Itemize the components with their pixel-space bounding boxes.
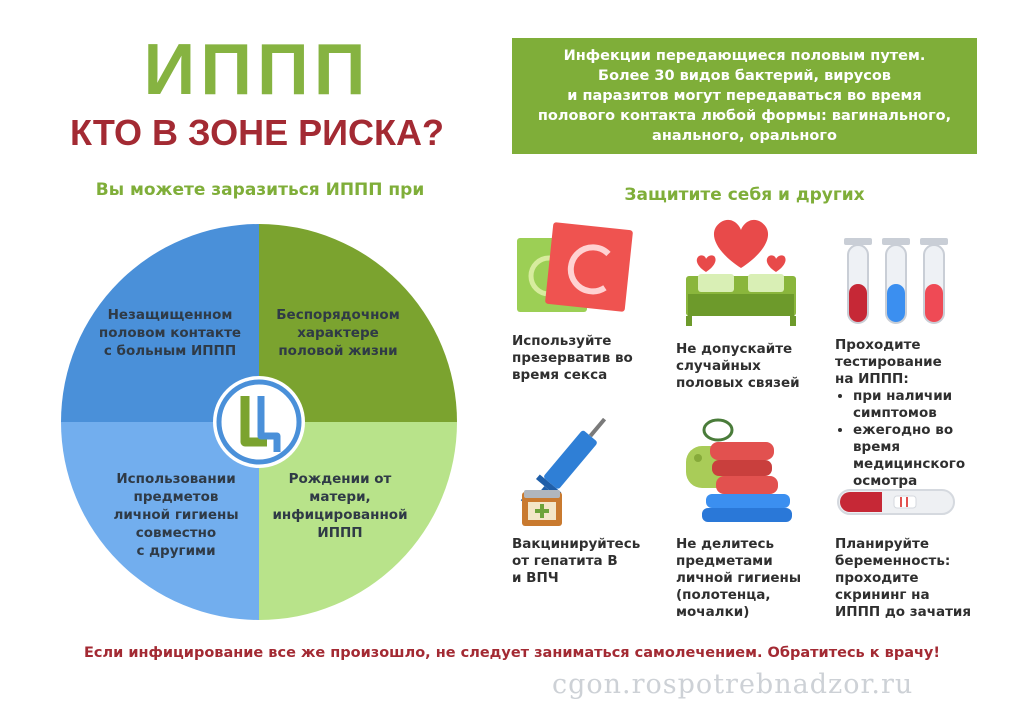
- card-line: Планируйте: [835, 536, 929, 552]
- card-line: проходите: [835, 570, 919, 586]
- pregnancy-test-icon: [836, 486, 956, 518]
- info-line: Более 30 видов бактерий, вирусов: [598, 68, 891, 84]
- card-line: личной гигиены: [676, 570, 802, 586]
- card-line: мочалки): [676, 604, 750, 620]
- card-hygiene-text: [676, 536, 801, 621]
- info-line: Инфекции передающиеся половым путем.: [563, 48, 926, 64]
- info-line: анального, орального: [652, 128, 837, 144]
- card-line: беременность:: [835, 553, 951, 569]
- pie-label-line: инфицированной: [272, 507, 408, 523]
- card-pregnancy-text: [835, 536, 971, 621]
- pie-label-line: совместно: [135, 525, 217, 541]
- pie-label-hygiene: [98, 470, 254, 560]
- sub-title: КТО В ЗОНЕ РИСКА?: [70, 112, 444, 153]
- card-line: случайных: [676, 358, 761, 374]
- pie-label-line: матери,: [309, 489, 371, 505]
- card-line: Проходите: [835, 337, 921, 353]
- card-line: и ВПЧ: [512, 570, 559, 586]
- pie-label-line: характере: [297, 325, 379, 341]
- card-line: Не делитесь: [676, 536, 775, 552]
- pie-label-line: половой жизни: [278, 343, 398, 359]
- card-line: время секса: [512, 367, 608, 383]
- bed-hearts-icon: [676, 212, 806, 330]
- pie-label-line: половом контакте: [98, 325, 242, 341]
- card-line: (полотенца,: [676, 587, 771, 603]
- towels-icon: [676, 416, 804, 524]
- condom-icon: [515, 222, 635, 322]
- card-line: ИППП до зачатия: [835, 604, 972, 620]
- pie-label-line: Беспорядочном: [276, 307, 400, 323]
- card-vaccine-text: [512, 536, 640, 587]
- card-line: тестирование: [835, 354, 942, 370]
- test-tubes-icon: [840, 236, 952, 328]
- risk-pie: [61, 224, 457, 620]
- pie-label-line: с другими: [136, 543, 216, 559]
- info-box: [512, 38, 977, 154]
- watermark: cgon.rospotrebnadzor.ru: [552, 669, 914, 700]
- pie-label-line: с больным ИППП: [103, 343, 237, 359]
- card-line: Используйте: [512, 333, 612, 349]
- pie-label-line: личной гигиены: [113, 507, 239, 523]
- card-line: от гепатита В: [512, 553, 618, 569]
- bullet-item: • при наличии симптомов: [853, 388, 995, 422]
- pie-label-line: Незащищенном: [107, 307, 233, 323]
- main-title: ИППП: [143, 30, 371, 110]
- pie-label-unprotected: [92, 306, 248, 360]
- card-line: презерватив во: [512, 350, 633, 366]
- pie-label-line: Рождении от: [288, 471, 392, 487]
- card-line: на ИППП:: [835, 371, 909, 387]
- center-logo-icon: [213, 376, 305, 468]
- pie-label-line: Использовании: [116, 471, 236, 487]
- pie-label-promiscuous: [260, 306, 416, 360]
- right-heading: Защитите себя и других: [624, 185, 865, 205]
- pie-label-line: ИППП: [317, 525, 363, 541]
- footer-warning: Если инфицирование все же произошло, не следует заниматься самолечением. Обратитесь к врачу!: [83, 645, 941, 661]
- pie-label-mother: [262, 470, 418, 542]
- card-line: Вакцинируйтесь: [512, 536, 641, 552]
- bullet-item: • ежегодно во время медицинского осмотра: [853, 422, 995, 490]
- info-box-text: [538, 46, 951, 146]
- left-heading: Вы можете заразиться ИППП при: [95, 180, 425, 200]
- card-condom-text: [512, 333, 633, 384]
- card-testing-text: [835, 337, 995, 490]
- info-line: и паразитов могут передаваться во время: [567, 88, 922, 104]
- card-casual-text: [676, 341, 800, 392]
- testing-bullet-list: [835, 388, 995, 490]
- card-line: Не допускайте: [676, 341, 793, 357]
- pie-label-line: предметов: [133, 489, 219, 505]
- card-line: предметами: [676, 553, 773, 569]
- card-line: скрининг на: [835, 587, 930, 603]
- syringe-icon: [514, 418, 622, 528]
- card-line: половых связей: [676, 375, 800, 391]
- info-line: полового контакта любой формы: вагинального,: [537, 108, 952, 124]
